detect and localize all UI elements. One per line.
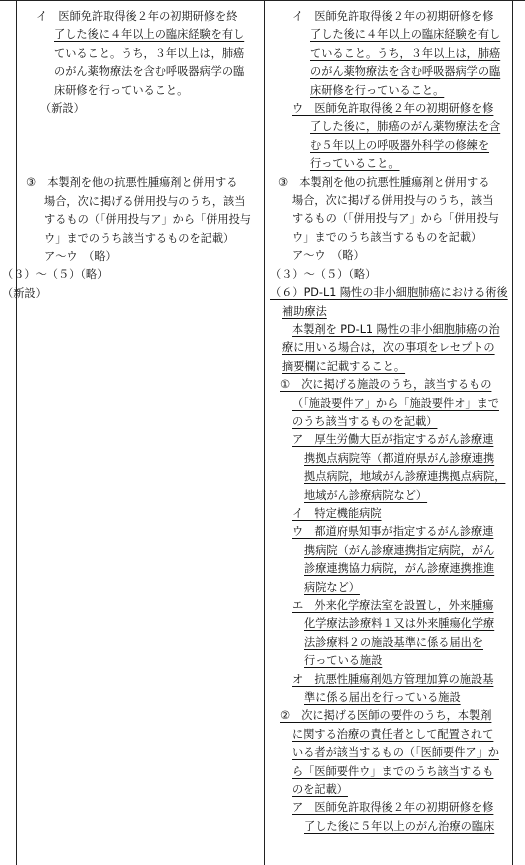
facility-a-line: 地域がん診療病院など） bbox=[304, 488, 428, 502]
left-item-3-line: ア〜ウ （略） bbox=[44, 250, 117, 264]
left-item-i-line: ていること。うち，３年以上は，肺癌 bbox=[54, 46, 245, 60]
new-label: （新設） bbox=[40, 102, 85, 116]
right-item-i bbox=[270, 8, 510, 100]
physician-a-line: ア 医師免許取得後２年の初期研修を修 bbox=[292, 801, 494, 815]
left-new-marker bbox=[20, 100, 260, 118]
facility-o-line: 準に係る届出を行っている施設 bbox=[304, 691, 461, 705]
right-item-3-line: ア〜ウ （略） bbox=[292, 249, 365, 263]
facility-a-line: 拠点病院，地域がん診療連携拠点病院， bbox=[304, 470, 506, 484]
intro-line: 療に用いる場合は，次の事項をレセプトの bbox=[282, 341, 495, 355]
facility-a bbox=[270, 431, 510, 505]
right-item-u-line: ウ 医師免許取得後２年の初期研修を修 bbox=[292, 102, 494, 116]
left-item-i-line: 了した後に４年以上の臨床経験を有し bbox=[54, 28, 245, 42]
sections-3-5-label: （３）〜（５）（略） bbox=[270, 267, 377, 281]
physician-a-line: 了した後に５年以上のがん治療の臨床 bbox=[304, 819, 495, 833]
right-section-6-heading bbox=[270, 284, 510, 321]
left-item-i-line: 床研修を行っていること。 bbox=[54, 83, 189, 97]
new-label: （新設） bbox=[2, 286, 47, 300]
facility-req-line: のうち該当するものを記載） bbox=[292, 414, 438, 428]
physician-req-line: に関する治療の責任者として配置されて bbox=[292, 727, 494, 741]
facility-u bbox=[270, 523, 510, 597]
facility-e-line: 法診療料２の施設基準に係る届出を bbox=[304, 635, 484, 649]
intro-line: 摘要欄に記載すること。 bbox=[282, 359, 406, 373]
left-item-i bbox=[20, 8, 260, 100]
right-item-i-line: イ 医師免許取得後２年の初期研修を修 bbox=[292, 10, 494, 23]
sections-3-5-label: （３）〜（５）（略） bbox=[2, 268, 109, 282]
facility-e-line: 行っている施設 bbox=[304, 654, 383, 668]
table-top-border bbox=[0, 0, 525, 1]
physician-req-line: のを記載） bbox=[292, 783, 348, 797]
right-item-u-line: 了した後に，肺癌のがん薬物療法を含 bbox=[310, 120, 501, 134]
facility-e-line: 化学療法診療料１又は外来腫瘍化学療 bbox=[304, 617, 495, 631]
left-item-i-line: のがん薬物療法を含む呼吸器病学の臨 bbox=[54, 65, 245, 79]
table-right-border bbox=[512, 0, 513, 865]
right-item-u-line: 行っていること。 bbox=[310, 157, 400, 171]
right-item-3-line: 場合，次に掲げる併用投与のうち，該当 bbox=[292, 194, 494, 208]
facility-o-line: オ 抗悪性腫瘍剤処方管理加算の施設基 bbox=[292, 672, 494, 686]
facility-u-line: 診療連携協力病院，がん診療連携推進 bbox=[304, 562, 495, 576]
right-sections-3-5 bbox=[270, 266, 510, 284]
facility-i bbox=[270, 505, 510, 523]
right-item-i-line: 了した後に４年以上の臨床経験を有し bbox=[310, 28, 501, 42]
facility-o bbox=[270, 671, 510, 708]
facility-u-line: ウ 都道府県知事が指定するがん診療連 bbox=[292, 525, 494, 539]
left-column bbox=[2, 8, 260, 303]
intro-line: 本製剤を PD-L1 陽性の非小細胞肺癌の治 bbox=[292, 322, 500, 336]
table-left-border bbox=[16, 0, 17, 865]
section-6-heading-line: 補助療法 bbox=[282, 304, 327, 318]
right-physician-requirements bbox=[270, 707, 510, 799]
right-facility-requirements bbox=[270, 376, 510, 431]
right-item-3-line: ウ」までのうち該当するものを記載） bbox=[292, 230, 483, 244]
left-item-3-line: ウ」までのうち該当するものを記載） bbox=[44, 231, 235, 245]
right-section-6-intro bbox=[270, 321, 510, 376]
left-item-3 bbox=[20, 174, 260, 266]
right-item-i-line: 床研修を行っていること。 bbox=[310, 83, 445, 97]
left-item-i-line: イ 医師免許取得後２年の初期研修を終 bbox=[36, 10, 238, 23]
facility-req-line: ① 次に掲げる施設のうち，該当するもの bbox=[280, 378, 492, 392]
physician-req-line: いる者が該当するもの（「医師要件ア」か bbox=[292, 746, 499, 760]
right-item-3 bbox=[270, 174, 510, 266]
physician-req-line: ② 次に掲げる医師の要件のうち，本製剤 bbox=[280, 709, 492, 723]
right-column bbox=[270, 8, 510, 836]
right-item-u-line: む５年以上の呼吸器外科学の修練を bbox=[310, 138, 490, 152]
right-item-i-line: のがん薬物療法を含む呼吸器病学の臨 bbox=[310, 65, 501, 79]
facility-req-line: （「施設要件ア」から「施設要件オ」まで bbox=[292, 396, 499, 410]
facility-e bbox=[270, 597, 510, 671]
left-item-3-line: ③ 本製剤を他の抗悪性腫瘍剤と併用する bbox=[26, 176, 238, 190]
section-6-heading-line: （６）PD-L1 陽性の非小細胞肺癌における術後 bbox=[270, 286, 508, 300]
left-item-3-line: 場合，次に掲げる併用投与のうち，該当 bbox=[44, 194, 246, 208]
facility-a-line: ア 厚生労働大臣が指定するがん診療連 bbox=[292, 433, 494, 447]
facility-i-line: イ 特定機能病院 bbox=[292, 506, 382, 520]
column-divider bbox=[264, 0, 265, 865]
facility-u-line: 携病院（がん診療連携指定病院，がん bbox=[304, 543, 495, 557]
facility-u-line: 病院など） bbox=[304, 580, 360, 594]
physician-a bbox=[270, 799, 510, 836]
right-item-3-line: ③ 本製剤を他の抗悪性腫瘍剤と併用する bbox=[278, 175, 490, 189]
right-item-u bbox=[270, 100, 510, 174]
facility-e-line: エ 外来化学療法室を設置し，外来腫瘍 bbox=[292, 599, 494, 612]
right-item-3-line: するもの（「併用投与ア」から「併用投与 bbox=[292, 212, 499, 226]
left-item-3-line: するもの（「併用投与ア」から「併用投与 bbox=[44, 213, 251, 227]
physician-req-line: ら「医師要件ウ」までのうち該当するも bbox=[292, 764, 494, 778]
facility-a-line: 携拠点病院等（都道府県がん診療連携 bbox=[304, 451, 495, 465]
left-sections-3-5 bbox=[2, 266, 260, 303]
right-item-i-line: ていること。うち，３年以上は，肺癌 bbox=[310, 46, 501, 60]
